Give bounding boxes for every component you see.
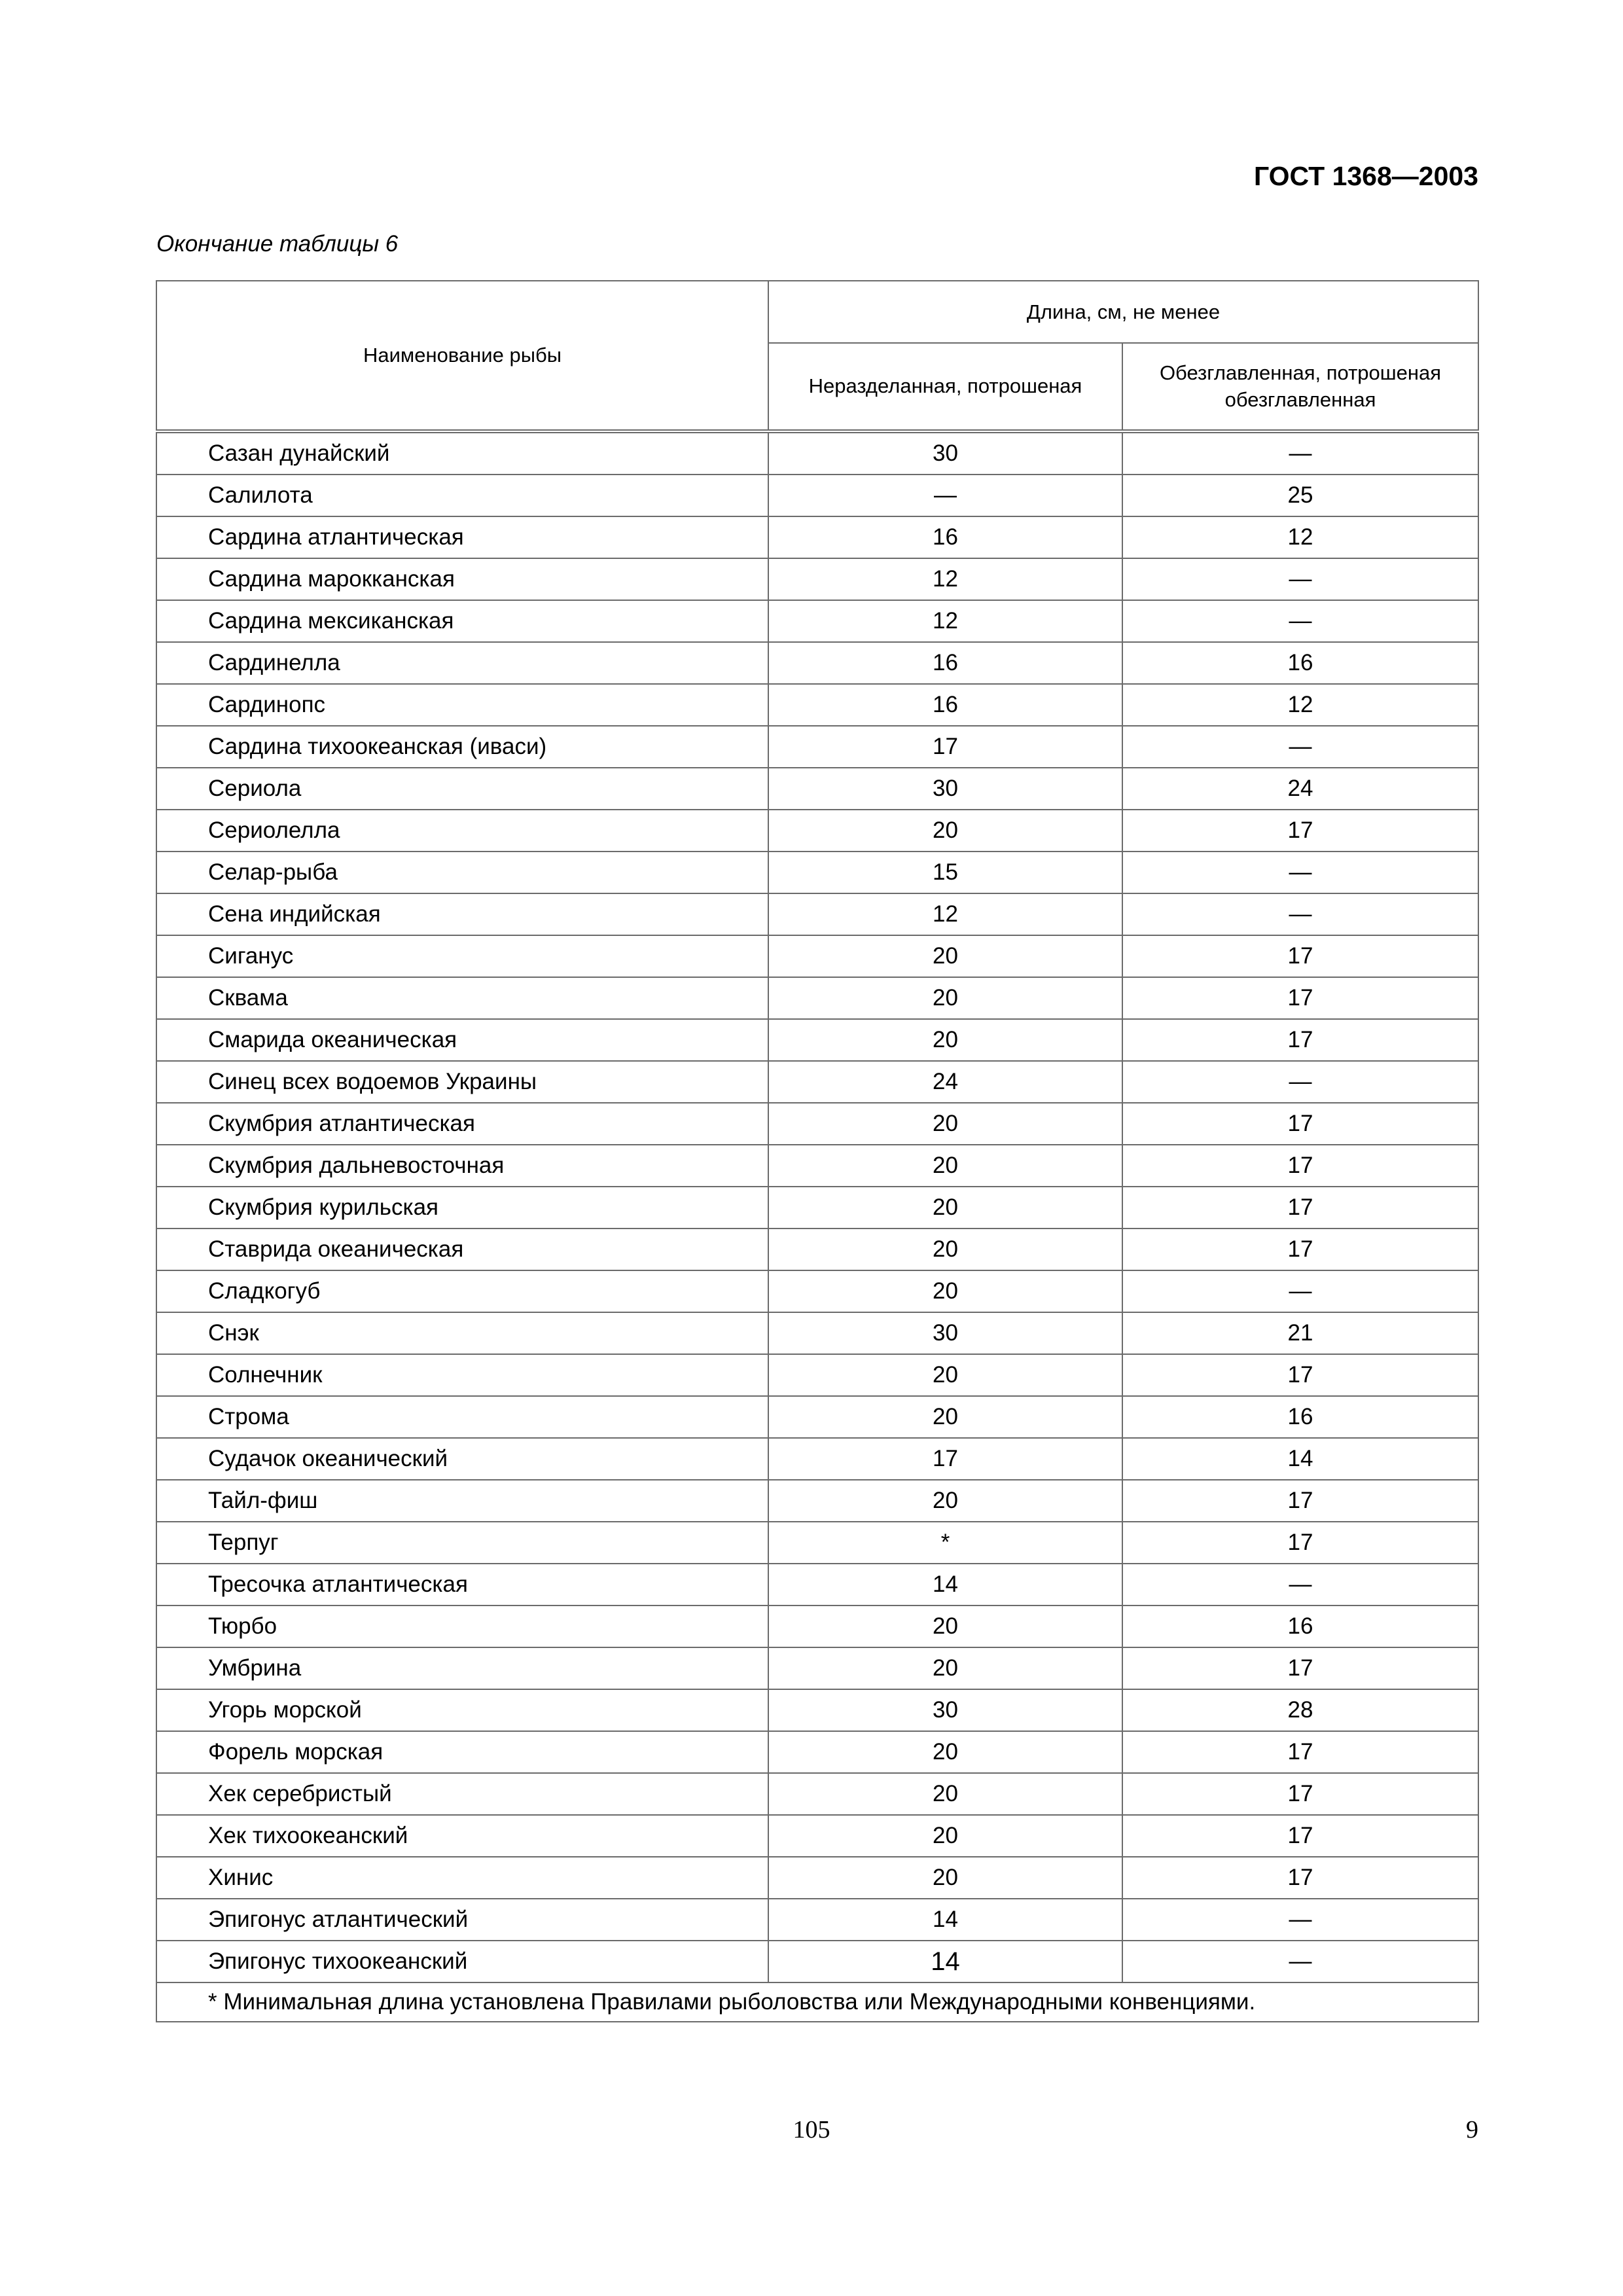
table-row	[156, 1815, 1478, 1857]
fish-name-cell: Смарида океаническая	[156, 1019, 768, 1061]
table-row	[156, 935, 1478, 977]
fish-name-cell: Сардина мексиканская	[156, 600, 768, 642]
length-ungutted-cell: 15	[768, 852, 1122, 893]
table-row	[156, 642, 1478, 684]
fish-name-cell: Сериола	[156, 768, 768, 810]
length-headless-cell: 17	[1122, 1731, 1478, 1773]
length-headless-cell: 17	[1122, 1229, 1478, 1270]
length-ungutted-cell: 12	[768, 558, 1122, 600]
table-row	[156, 1438, 1478, 1480]
column-header-ungutted: Неразделанная, потрошеная	[768, 343, 1122, 431]
table-row	[156, 810, 1478, 852]
length-ungutted-cell: 20	[768, 1354, 1122, 1396]
length-headless-cell: 12	[1122, 684, 1478, 726]
fish-name-cell: Ставрида океаническая	[156, 1229, 768, 1270]
table-footnote: * Минимальная длина установлена Правилами рыболовства или Международными конвенциями.	[156, 1982, 1478, 2022]
length-headless-cell: 24	[1122, 768, 1478, 810]
table-row	[156, 1899, 1478, 1941]
length-ungutted-cell: 30	[768, 1689, 1122, 1731]
length-headless-cell: 17	[1122, 1354, 1478, 1396]
fish-name-cell: Сардинопс	[156, 684, 768, 726]
fish-name-cell: Скумбрия курильская	[156, 1187, 768, 1229]
fish-name-cell: Терпуг	[156, 1522, 768, 1564]
fish-length-table	[156, 280, 1479, 2022]
length-headless-cell: 17	[1122, 1815, 1478, 1857]
fish-name-cell: Тюрбо	[156, 1605, 768, 1647]
length-headless-cell: 16	[1122, 1605, 1478, 1647]
length-headless-cell: 17	[1122, 1103, 1478, 1145]
length-ungutted-cell: 20	[768, 1396, 1122, 1438]
document-id: ГОСТ 1368—2003	[1253, 161, 1478, 191]
fish-name-cell: Форель морская	[156, 1731, 768, 1773]
table-row	[156, 1396, 1478, 1438]
table-row	[156, 1270, 1478, 1312]
fish-name-cell: Хек серебристый	[156, 1773, 768, 1815]
length-ungutted-cell: 20	[768, 1773, 1122, 1815]
column-header-name: Наименование рыбы	[156, 281, 768, 431]
table-row	[156, 1312, 1478, 1354]
length-ungutted-cell: 30	[768, 768, 1122, 810]
fish-name-cell: Тайл-фиш	[156, 1480, 768, 1522]
length-ungutted-cell: 14	[768, 1941, 1122, 1982]
length-ungutted-cell: 17	[768, 1438, 1122, 1480]
fish-name-cell: Сардинелла	[156, 642, 768, 684]
table-row	[156, 977, 1478, 1019]
length-headless-cell: 17	[1122, 1857, 1478, 1899]
length-headless-cell: 17	[1122, 1019, 1478, 1061]
length-headless-cell: 17	[1122, 810, 1478, 852]
table-row	[156, 516, 1478, 558]
fish-name-cell: Судачок океанический	[156, 1438, 768, 1480]
length-headless-cell: 28	[1122, 1689, 1478, 1731]
fish-name-cell: Угорь морской	[156, 1689, 768, 1731]
length-headless-cell: —	[1122, 1941, 1478, 1982]
table-row	[156, 1647, 1478, 1689]
fish-name-cell: Сардина атлантическая	[156, 516, 768, 558]
table-row	[156, 1480, 1478, 1522]
length-ungutted-cell: 20	[768, 1605, 1122, 1647]
table-row	[156, 1354, 1478, 1396]
sheet-number: 9	[1466, 2116, 1478, 2144]
fish-name-cell: Сардина марокканская	[156, 558, 768, 600]
length-ungutted-cell: 30	[768, 431, 1122, 475]
table-row	[156, 600, 1478, 642]
table-row	[156, 1564, 1478, 1605]
length-ungutted-cell: —	[768, 475, 1122, 516]
fish-name-cell: Салилота	[156, 475, 768, 516]
length-ungutted-cell: 20	[768, 1731, 1122, 1773]
table-row	[156, 893, 1478, 935]
fish-name-cell: Эпигонус атлантический	[156, 1899, 768, 1941]
fish-name-cell: Хек тихоокеанский	[156, 1815, 768, 1857]
fish-name-cell: Сквама	[156, 977, 768, 1019]
table-row	[156, 1731, 1478, 1773]
fish-name-cell: Сена индийская	[156, 893, 768, 935]
length-ungutted-cell: 16	[768, 642, 1122, 684]
fish-name-cell: Сардина тихоокеанская (иваси)	[156, 726, 768, 768]
length-headless-cell: 16	[1122, 1396, 1478, 1438]
table-row	[156, 852, 1478, 893]
fish-name-cell: Умбрина	[156, 1647, 768, 1689]
length-headless-cell: —	[1122, 852, 1478, 893]
length-ungutted-cell: *	[768, 1522, 1122, 1564]
fish-name-cell: Сериолелла	[156, 810, 768, 852]
fish-name-cell: Солнечник	[156, 1354, 768, 1396]
table-row	[156, 1941, 1478, 1982]
length-headless-cell: —	[1122, 558, 1478, 600]
length-ungutted-cell: 20	[768, 1187, 1122, 1229]
length-ungutted-cell: 20	[768, 1815, 1122, 1857]
fish-name-cell: Сазан дунайский	[156, 431, 768, 475]
length-ungutted-cell: 20	[768, 1647, 1122, 1689]
length-headless-cell: —	[1122, 1899, 1478, 1941]
fish-name-cell: Тресочка атлантическая	[156, 1564, 768, 1605]
length-ungutted-cell: 30	[768, 1312, 1122, 1354]
table-row	[156, 1522, 1478, 1564]
table-row	[156, 1187, 1478, 1229]
length-ungutted-cell: 24	[768, 1061, 1122, 1103]
length-headless-cell: 17	[1122, 1187, 1478, 1229]
fish-name-cell: Селар-рыба	[156, 852, 768, 893]
table-row	[156, 431, 1478, 475]
column-header-headless: Обезглавленная, потрошеная обезглавленная	[1122, 343, 1478, 431]
length-ungutted-cell: 20	[768, 1270, 1122, 1312]
fish-name-cell: Скумбрия атлантическая	[156, 1103, 768, 1145]
length-headless-cell: 21	[1122, 1312, 1478, 1354]
length-headless-cell: —	[1122, 1270, 1478, 1312]
table-row	[156, 768, 1478, 810]
table-row	[156, 1229, 1478, 1270]
length-ungutted-cell: 20	[768, 1229, 1122, 1270]
length-headless-cell: 17	[1122, 1480, 1478, 1522]
length-ungutted-cell: 20	[768, 1103, 1122, 1145]
fish-name-cell: Сиганус	[156, 935, 768, 977]
length-ungutted-cell: 20	[768, 810, 1122, 852]
table-row	[156, 1145, 1478, 1187]
length-ungutted-cell: 20	[768, 1145, 1122, 1187]
length-ungutted-cell: 16	[768, 684, 1122, 726]
table-row	[156, 1103, 1478, 1145]
table-row	[156, 684, 1478, 726]
length-ungutted-cell: 20	[768, 1857, 1122, 1899]
fish-name-cell: Синец всех водоемов Украины	[156, 1061, 768, 1103]
length-ungutted-cell: 16	[768, 516, 1122, 558]
fish-name-cell: Строма	[156, 1396, 768, 1438]
length-ungutted-cell: 20	[768, 977, 1122, 1019]
length-headless-cell: 17	[1122, 935, 1478, 977]
length-headless-cell: 17	[1122, 1145, 1478, 1187]
table-row	[156, 1773, 1478, 1815]
fish-name-cell: Снэк	[156, 1312, 768, 1354]
table-row	[156, 1019, 1478, 1061]
table-row	[156, 1061, 1478, 1103]
table-body	[156, 431, 1478, 1982]
table-row	[156, 726, 1478, 768]
column-group-header-length: Длина, см, не менее	[768, 281, 1478, 343]
length-ungutted-cell: 12	[768, 600, 1122, 642]
length-headless-cell: —	[1122, 600, 1478, 642]
length-ungutted-cell: 20	[768, 1480, 1122, 1522]
table-caption: Окончание таблицы 6	[156, 231, 399, 257]
length-headless-cell: 17	[1122, 1647, 1478, 1689]
length-ungutted-cell: 17	[768, 726, 1122, 768]
length-headless-cell: 17	[1122, 1522, 1478, 1564]
length-headless-cell: 16	[1122, 642, 1478, 684]
table-row	[156, 475, 1478, 516]
length-ungutted-cell: 14	[768, 1564, 1122, 1605]
length-headless-cell: —	[1122, 1564, 1478, 1605]
length-headless-cell: 12	[1122, 516, 1478, 558]
length-headless-cell: 14	[1122, 1438, 1478, 1480]
fish-name-cell: Скумбрия дальневосточная	[156, 1145, 768, 1187]
length-headless-cell: —	[1122, 431, 1478, 475]
table-row	[156, 1605, 1478, 1647]
fish-name-cell: Хинис	[156, 1857, 768, 1899]
table-row	[156, 1857, 1478, 1899]
length-headless-cell: —	[1122, 893, 1478, 935]
fish-name-cell: Сладкогуб	[156, 1270, 768, 1312]
length-ungutted-cell: 20	[768, 935, 1122, 977]
length-headless-cell: 17	[1122, 1773, 1478, 1815]
length-headless-cell: —	[1122, 1061, 1478, 1103]
length-headless-cell: —	[1122, 726, 1478, 768]
length-ungutted-cell: 20	[768, 1019, 1122, 1061]
length-headless-cell: 25	[1122, 475, 1478, 516]
table-row	[156, 558, 1478, 600]
page-number: 105	[793, 2116, 830, 2144]
fish-name-cell: Эпигонус тихоокеанский	[156, 1941, 768, 1982]
table-row	[156, 1689, 1478, 1731]
length-ungutted-cell: 14	[768, 1899, 1122, 1941]
length-headless-cell: 17	[1122, 977, 1478, 1019]
length-ungutted-cell: 12	[768, 893, 1122, 935]
